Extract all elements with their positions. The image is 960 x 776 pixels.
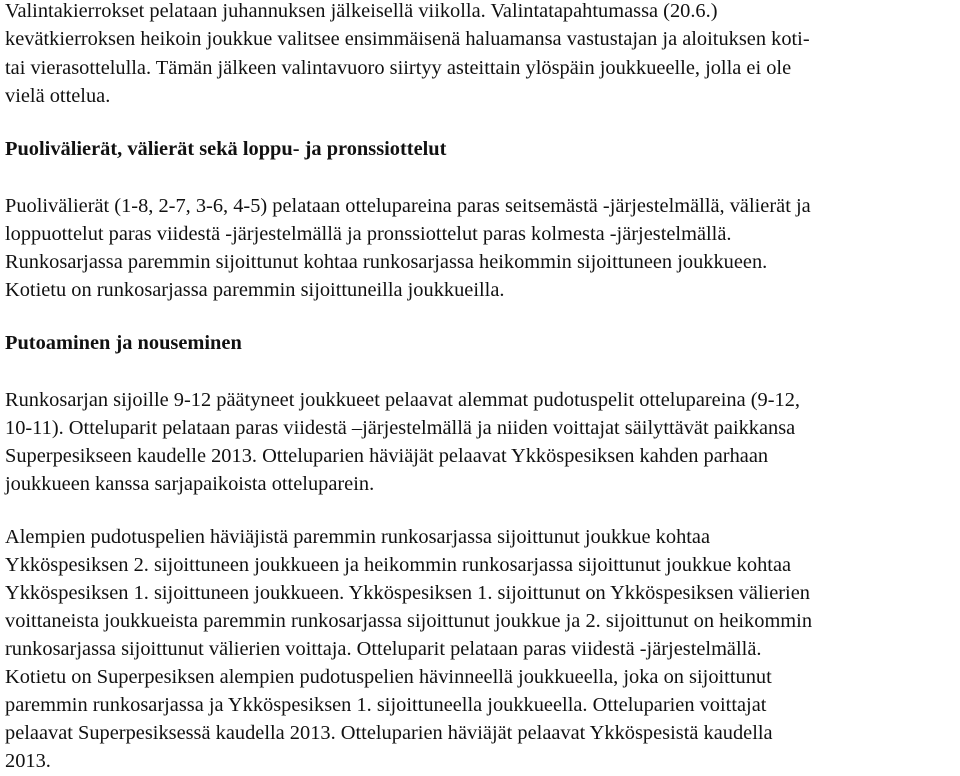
text-line: Runkosarjan sijoille 9-12 päätyneet joukkueet pelaavat alemmat pudotuspelit ottelupareina (9-12, — [5, 389, 800, 411]
text-line: vielä ottelua. — [5, 85, 111, 107]
text-line: 10-11). Otteluparit pelataan paras viidestä –järjestelmällä ja niiden voittajat säilyttävät paikkansa — [5, 417, 796, 439]
text-line: Superpesikseen kaudelle 2013. Otteluparien häviäjät pelaavat Ykköspesiksen kahden parhaan — [5, 445, 769, 467]
text-line: runkosarjassa sijoittunut välierien voittaja. Otteluparit pelataan paras viidestä -järjestelmällä. — [5, 638, 762, 660]
text-line: Ykköspesiksen 1. sijoittuneen joukkueen. Ykköspesiksen 1. sijoittunut on Ykköspesiksen välierien — [5, 582, 810, 604]
section-heading-relegation: Putoaminen ja nouseminen — [5, 332, 242, 354]
text-line: tai vierasottelulla. Tämän jälkeen valintavuoro siirtyy asteittain ylöspäin joukkueelle, jolla ei ole — [5, 57, 792, 79]
text-line: kevätkierroksen heikoin joukkue valitsee ensimmäisenä haluamansa vastustajan ja aloituksen koti- — [5, 28, 810, 50]
text-line: Kotietu on Superpesiksen alempien pudotuspelien hävinneellä joukkueella, joka on sijoittunut — [5, 666, 772, 688]
text-line: Runkosarjassa paremmin sijoittunut kohtaa runkosarjassa heikommin sijoittuneen joukkueen. — [5, 251, 768, 273]
text-line: Puolivälierät (1-8, 2-7, 3-6, 4-5) pelataan ottelupareina paras seitsemästä -järjestelmällä, välierät ja — [5, 195, 811, 217]
text-line: pelaavat Superpesiksessä kaudella 2013. Otteluparien häviäjät pelaavat Ykköspesistä kaudella — [5, 722, 773, 744]
text-line: 2013. — [5, 750, 51, 772]
text-line: paremmin runkosarjassa ja Ykköspesiksen 1. sijoittuneella joukkueella. Otteluparien voittajat — [5, 694, 767, 716]
text-line: Kotietu on runkosarjassa paremmin sijoittuneilla joukkueilla. — [5, 279, 505, 301]
text-line: Ykköspesiksen 2. sijoittuneen joukkueen ja heikommin runkosarjassa sijoittunut joukkue kohtaa — [5, 554, 792, 576]
text-line: loppuottelut paras viidestä -järjestelmällä ja pronssiottelut paras kolmesta -järjestelmällä. — [5, 223, 732, 245]
text-line: Alempien pudotuspelien häviäjistä paremmin runkosarjassa sijoittunut joukkue kohtaa — [5, 526, 711, 548]
text-line: Valintakierrokset pelataan juhannuksen jälkeisellä viikolla. Valintatapahtumassa (20.6.) — [5, 0, 718, 22]
text-line: voittaneista joukkueista paremmin runkosarjassa sijoittunut joukkue ja 2. sijoittunut on heikommin — [5, 610, 813, 632]
text-line: joukkueen kanssa sarjapaikoista otteluparein. — [5, 473, 375, 495]
section-heading-playoffs: Puolivälierät, välierät sekä loppu- ja pronssiottelut — [5, 138, 447, 160]
